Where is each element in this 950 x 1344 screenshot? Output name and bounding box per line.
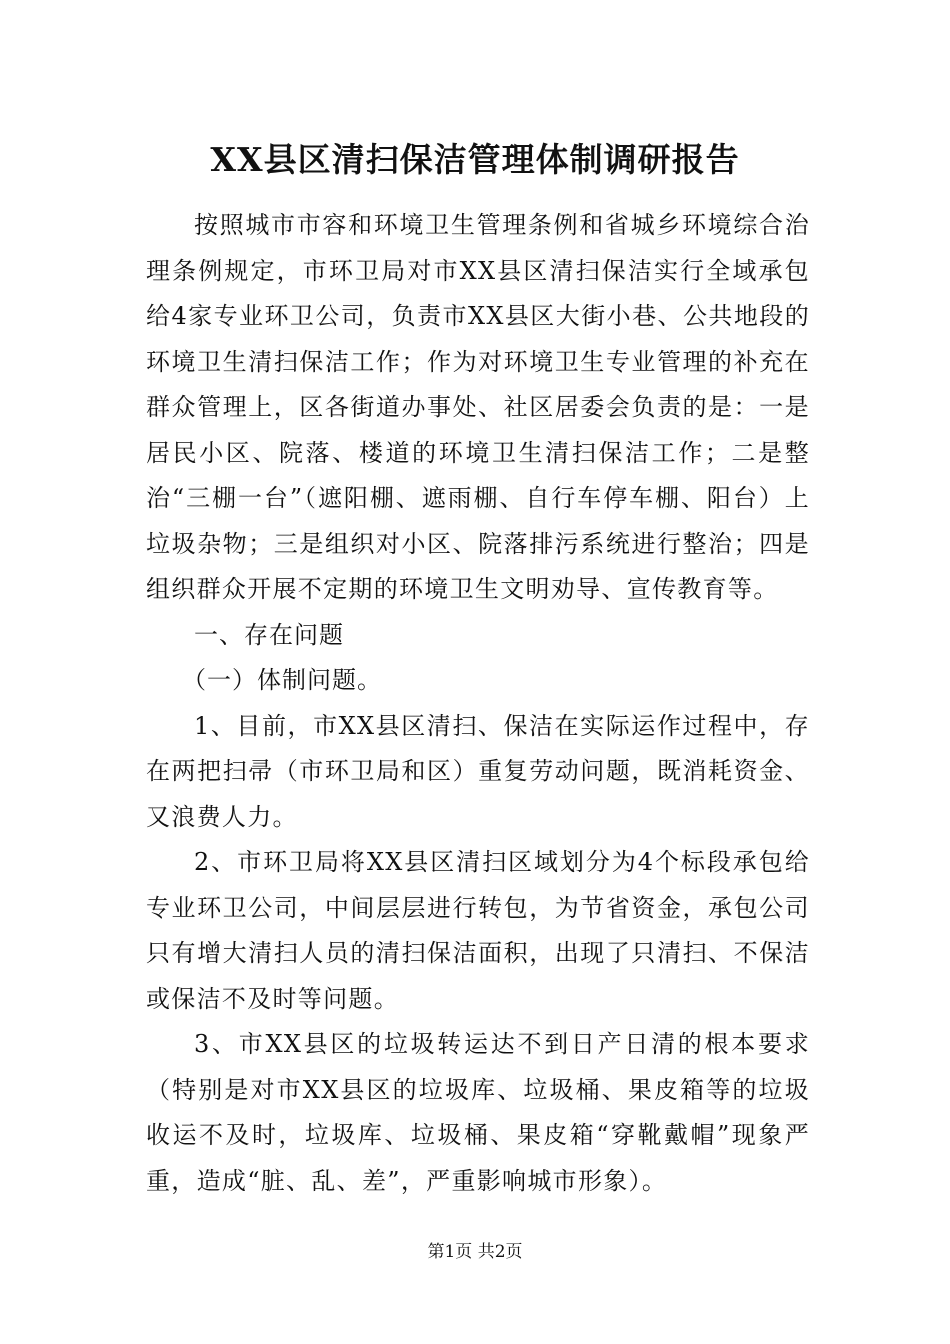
list-item: 2、市环卫局将XX县区清扫区域划分为4个标段承包给专业环卫公司，中间层层进行转包，为节省资金，承包公司只有增大清扫人员的清扫保洁面积，出现了只清扫、不保洁或保洁不及时等问题。 — [146, 848, 810, 1013]
intro-paragraph: 按照城市市容和环境卫生管理条例和省城乡环境综合治理条例规定，市环卫局对市XX县区清扫保洁实行全域承包给4家专业环卫公司，负责市XX县区大街小巷、公共地段的环境卫生清扫保洁工作；作为对环境卫生专业管理的补充在群众管理上，区各街道办事处、社区居委会负责的是：一是居民小区、院落、楼道的环境卫生清扫保洁工作；二是整治“三棚一台”（遮阳棚、遮雨棚、自行车停车棚、阳台）上垃圾杂物；三是组织对小区、院落排污系统进行整治；四是组织群众开展不定期的环境卫生文明劝导、宣传教育等。 — [146, 211, 810, 603]
subsection-heading: （一）体制问题。 — [182, 666, 382, 694]
page-footer: 第1页 共2页 — [427, 1242, 523, 1262]
document-body — [146, 203, 810, 1204]
document-title: XX县区清扫保洁管理体制调研报告 — [210, 140, 740, 179]
section-heading: 一、存在问题 — [194, 620, 344, 649]
list-item: 3、市XX县区的垃圾转运达不到日产日清的根本要求（特别是对市XX县区的垃圾库、垃圾桶、果皮箱等的垃圾收运不及时，垃圾库、垃圾桶、果皮箱“穿靴戴帽”现象严重，造成“脏、乱、差”，严重影响城市形象）。 — [146, 1030, 810, 1195]
list-item: 1、目前，市XX县区清扫、保洁在实际运作过程中，存在两把扫帚（市环卫局和区）重复劳动问题，既消耗资金、又浪费人力。 — [146, 711, 810, 831]
